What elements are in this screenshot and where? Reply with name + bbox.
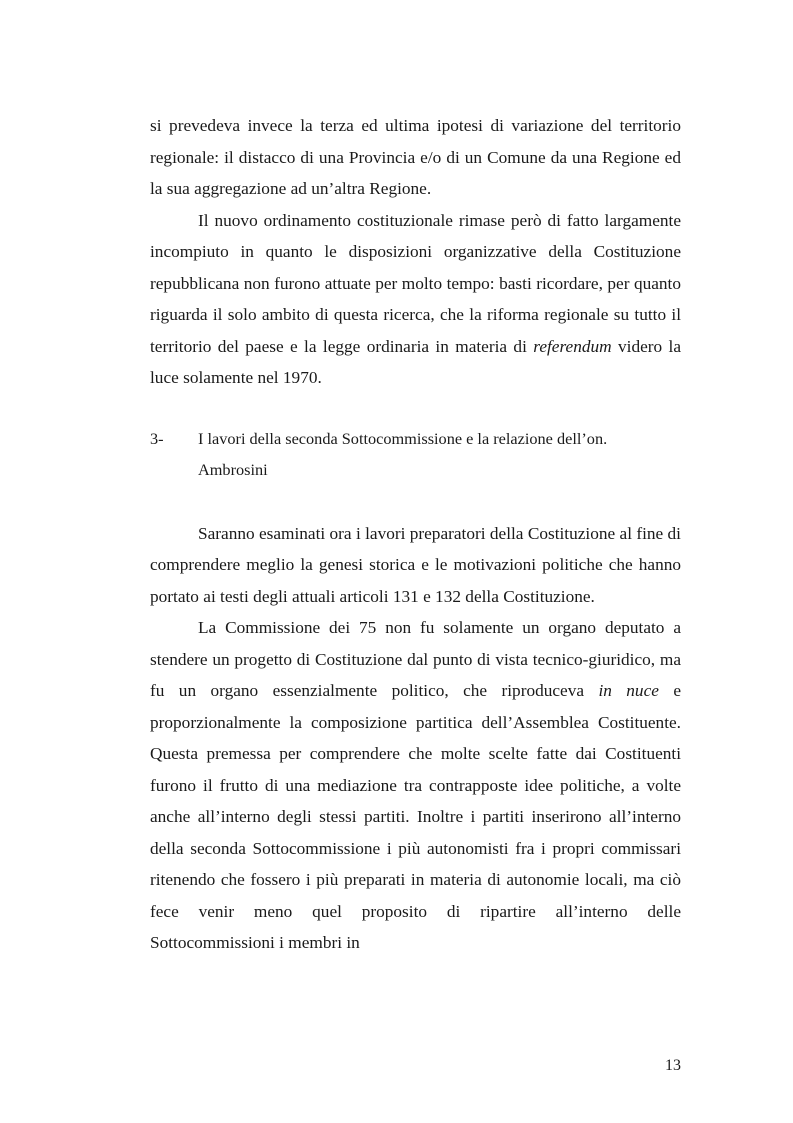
paragraph-continuation [150, 110, 681, 205]
paragraph-lavori [150, 518, 681, 613]
page-number: 13 [665, 1057, 681, 1074]
section-title: I lavori della seconda Sottocommissione e la relazione dell’on. Ambrosini [198, 428, 608, 479]
paragraph-text: si prevedeva invece la terza ed ultima ipotesi di variazione del territorio regionale: il distacco di una Provincia e/o di un Comune da una Regione ed la sua aggregazione ad un’altra Regione. [150, 116, 681, 198]
section-number: 3- [150, 428, 164, 448]
paragraph-text: Il nuovo ordinamento costituzionale rimase però di fatto largamente incompiuto in quanto le disposizioni organizzative della Costituzione repubblicana non furono attuate per molto tempo: basti ricordare, per quanto riguarda il solo ambito di questa ricerca, che la riforma regionale su tutto il territorio del paese e la legge ordinaria in materia di [150, 210, 681, 356]
page-body [150, 110, 681, 959]
italic-term-in-nuce: in nuce [598, 681, 659, 700]
paragraph-ordinamento [150, 205, 681, 394]
italic-term-referendum: referendum [533, 336, 612, 356]
paragraph-text: Saranno esaminati ora i lavori preparatori della Costituzione al fine di comprendere meglio la genesi storica e le motivazioni politiche che hanno portato ai testi degli attuali articoli 131 e 132 della Costituzione. [150, 523, 681, 606]
paragraph-text: e proporzionalmente la composizione partitica dell’Assemblea Costituente. Questa premessa per comprendere che molte scelte fatte dai Costituenti furono il frutto di una mediazione tra contrapposte idee politiche, a volte anche all’interno degli stessi partiti. Inoltre i partiti inserirono all’interno della seconda Sottocommissione i più autonomisti fra i propri commissari ritenendo che fossero i più preparati in materia di autonomie locali, ma ciò fece venir meno quel proposito di ripartire all’interno delle Sottocommissioni i membri in [150, 681, 681, 952]
paragraph-commissione [150, 612, 681, 959]
paragraph-text: videro la luce solamente nel 1970. [150, 336, 682, 387]
section-heading [150, 423, 681, 485]
paragraph-text: La Commissione dei 75 non fu solamente un organo deputato a stendere un progetto di Costituzione dal punto di vista tecnico-giuridico, ma fu un organo essenzialmente politico, che riproduceva [150, 618, 681, 700]
